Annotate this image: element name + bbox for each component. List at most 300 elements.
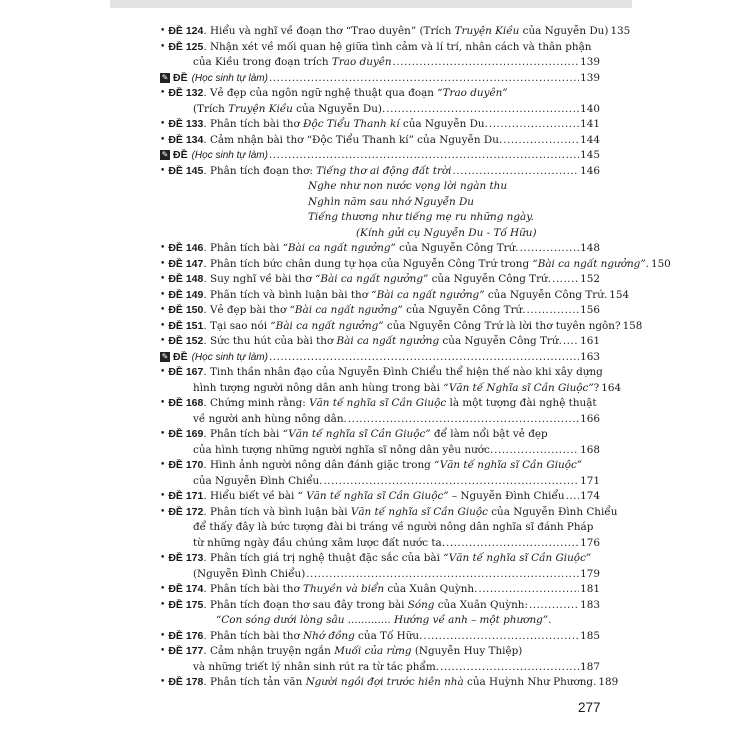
- poem-line: Nghe như non nước vọng lời ngàn thu: [308, 180, 508, 192]
- poem-line: Tiếng thương như tiếng mẹ ru những ngày.: [308, 211, 534, 223]
- entry-page: 174: [580, 490, 600, 502]
- text-segment: . Phân tích bức chân dung tự họa của Nguyễn Công Trứ trong: [203, 257, 533, 270]
- entry-line: [160, 489, 600, 505]
- entry-line: [160, 288, 630, 304]
- bullet-icon: •: [160, 553, 166, 563]
- text-segment: . Hình ảnh người nông dân đánh giặc trong: [203, 459, 435, 471]
- entry-text: [193, 443, 493, 459]
- entry-text: [193, 55, 392, 71]
- text-segment: . Suy nghĩ về bài thơ: [203, 273, 316, 285]
- entry-text: [203, 334, 562, 350]
- bullet-icon: •: [160, 274, 166, 284]
- entry-page: 181: [580, 583, 600, 595]
- entry-page: 141: [580, 118, 600, 130]
- entry-text: (Học sinh tự làm): [191, 150, 268, 161]
- toc-entry: [160, 598, 600, 629]
- entry-page: 140: [580, 102, 600, 115]
- text-segment: . Phân tích và bình luận bài: [203, 505, 351, 518]
- bullet-icon: •: [160, 41, 166, 52]
- text-segment: của Nguyễn Du.: [399, 118, 488, 130]
- text-segment: . Vẻ đẹp bài thơ: [203, 304, 290, 316]
- bullet-icon: •: [160, 584, 166, 594]
- entry-line: [160, 117, 600, 133]
- toc-entry: [160, 272, 600, 288]
- entry-label: ĐỀ 170: [168, 459, 204, 471]
- text-segment: . Phân tích bài thơ: [203, 583, 304, 595]
- toc-entry: [160, 458, 600, 489]
- entry-text: [203, 117, 488, 133]
- italic-title: “Bài ca ngất ngưởng”: [289, 304, 403, 316]
- text-segment: của Tố Hữu.: [354, 629, 423, 642]
- entry-line: [160, 350, 600, 366]
- italic-title: Độc Tiểu Thanh kí: [303, 118, 400, 130]
- italic-title: Người ngồi đợi trước hiên nhà: [305, 676, 464, 688]
- bullet-icon: •: [160, 305, 166, 315]
- bullet-icon: •: [160, 26, 166, 36]
- dot-leader: [527, 303, 580, 319]
- entry-line: [160, 520, 600, 536]
- italic-title: Thuyền và biển: [303, 583, 385, 595]
- entry-page: 148: [580, 242, 600, 254]
- italic-title: Bài ca ngất ngưởng: [336, 335, 440, 347]
- dot-leader: [503, 133, 579, 149]
- entry-page: 187: [580, 660, 600, 673]
- dot-leader: [529, 598, 579, 614]
- dot-leader: [440, 660, 579, 676]
- entry-line: [160, 257, 671, 273]
- entry-page: 135: [610, 25, 631, 37]
- entry-page: 154: [609, 288, 630, 301]
- toc-entry: [160, 133, 600, 149]
- toc-entry: [160, 40, 600, 71]
- bullet-icon: •: [160, 134, 166, 145]
- entry-label: ĐỀ: [173, 149, 188, 161]
- toc-entry: [160, 365, 622, 396]
- italic-title: “Bài ca ngất ngưởng”: [532, 257, 646, 270]
- entry-text: [203, 629, 422, 645]
- self-study-entry: [160, 350, 600, 366]
- toc-entry: [160, 334, 600, 350]
- entry-page: 164: [601, 381, 622, 394]
- text-segment: của Nguyễn Công Trứ là lời thơ tuyên ngôn?: [383, 319, 621, 332]
- text-segment: . Phân tích tản văn: [203, 676, 306, 688]
- dot-leader: [348, 412, 579, 428]
- toc-entry: [160, 24, 631, 40]
- entry-text: (Học sinh tự làm): [191, 72, 268, 84]
- text-segment: của Nguyễn Công Trứ.: [439, 335, 562, 347]
- entry-page: 189: [598, 676, 619, 688]
- toc-entry: [160, 551, 600, 582]
- entry-line: [160, 319, 643, 335]
- entry-line: [160, 241, 600, 257]
- entry-line: [160, 148, 600, 164]
- entry-label: ĐỀ 177: [168, 645, 204, 657]
- toc-entry: [160, 86, 600, 117]
- entry-text: [203, 288, 607, 304]
- entry-line: [160, 334, 600, 350]
- text-segment: . Phân tích bài: [203, 242, 283, 254]
- bullet-icon: •: [160, 336, 166, 346]
- text-segment: . Phân tích bài thơ: [203, 629, 304, 642]
- toc-entry: [160, 675, 619, 691]
- text-segment: . Phân tích đoạn thơ:: [203, 164, 317, 177]
- italic-title: Trao duyên: [331, 56, 392, 68]
- entry-label: ĐỀ 148: [168, 273, 204, 285]
- entry-text: [193, 102, 385, 118]
- entry-page: 166: [580, 412, 600, 425]
- pencil-icon: ✎: [161, 150, 169, 159]
- entry-line: [160, 412, 600, 428]
- text-segment: . Tinh thần nhân đạo của Nguyễn Đình Chiểu thể hiện thế nào khi xây dựng: [203, 366, 603, 378]
- toc-entry: [160, 257, 671, 273]
- entry-text: [203, 427, 547, 443]
- pencil-icon: ✎: [161, 72, 169, 82]
- entry-line: [160, 660, 600, 676]
- italic-title: Văn tế nghĩa sĩ Cần Giuộc: [350, 505, 488, 518]
- entry-label: ĐỀ 146: [168, 242, 204, 254]
- entry-text: [203, 505, 617, 521]
- text-segment: về người anh hùng nông dân.: [193, 412, 347, 425]
- entry-line: [160, 551, 600, 567]
- text-segment: . Tại sao nói: [203, 319, 271, 332]
- text-segment: của Nguyễn Du).: [292, 102, 386, 115]
- entry-label: ĐỀ 176: [168, 629, 204, 642]
- text-segment: của Nguyễn Đình Chiểu: [487, 505, 618, 518]
- entry-text: [203, 133, 502, 149]
- bullet-icon: •: [160, 429, 166, 439]
- text-segment: ?: [593, 381, 600, 394]
- italic-title: Văn tế nghĩa sĩ Cần Giuộc: [309, 397, 447, 409]
- dot-leader: [306, 567, 579, 583]
- entry-text: [203, 319, 620, 335]
- italic-title: “ Văn tế nghĩa sĩ Cần Giuộc”: [297, 490, 449, 502]
- entry-page: 145: [580, 149, 600, 161]
- entry-page: 163: [580, 350, 600, 363]
- text-segment: của Xuân Quỳnh:: [434, 598, 528, 611]
- entry-label: ĐỀ 132: [168, 87, 204, 99]
- dot-leader: [552, 272, 579, 288]
- entry-text: [203, 303, 525, 319]
- entry-page: 183: [580, 598, 600, 611]
- entry-text: [203, 24, 608, 40]
- entry-label: ĐỀ: [173, 350, 188, 363]
- entry-line: [160, 71, 600, 87]
- italic-title: “Trao duyên”: [437, 87, 508, 99]
- entry-line: [160, 443, 600, 459]
- entry-text: [203, 40, 591, 56]
- entry-text: [203, 365, 602, 381]
- text-segment: . Phân tích bài: [203, 428, 283, 440]
- bullet-icon: •: [160, 630, 166, 641]
- entry-line: [160, 40, 600, 56]
- dot-leader: [393, 55, 580, 71]
- bullet-icon: •: [160, 258, 166, 269]
- quote-line: “Con sóng dưới lòng sâu ............. Hướng về anh – một phương”.: [216, 614, 552, 626]
- entry-page: 152: [580, 273, 600, 285]
- bullet-icon: •: [160, 677, 166, 687]
- italic-title: Tiếng thơ ai động đất trời: [316, 164, 452, 177]
- bullet-icon: •: [160, 165, 166, 176]
- entry-text: [203, 396, 596, 412]
- toc-entry: [160, 644, 600, 675]
- entry-text: [193, 412, 347, 428]
- entry-line: [160, 86, 600, 102]
- entry-text: [203, 86, 507, 102]
- entry-label: ĐỀ 124: [168, 25, 204, 37]
- text-segment: của hình tượng những người nghĩa sĩ nông dân yêu nước.: [193, 443, 494, 456]
- entry-label: ĐỀ 167: [168, 366, 204, 378]
- entry-label: ĐỀ 152: [168, 335, 204, 347]
- bullet-icon: •: [160, 506, 166, 517]
- italic-title: Truyện Kiều: [454, 25, 520, 37]
- pencil-icon: ✎: [161, 351, 169, 361]
- entry-text: [203, 241, 518, 257]
- entry-label: ĐỀ 147: [168, 257, 204, 270]
- italic-title: “Văn tế nghĩa sĩ Cần Giuộc”: [443, 552, 592, 564]
- dot-leader: [323, 474, 579, 490]
- self-study-entry: [160, 148, 600, 164]
- entry-line: [160, 675, 619, 691]
- entry-label: ĐỀ: [173, 71, 188, 84]
- text-segment: . Chứng minh rằng:: [203, 397, 310, 409]
- entry-text: [203, 582, 477, 598]
- text-segment: . Vẻ đẹp của ngôn ngữ nghệ thuật qua đoạn: [203, 87, 438, 99]
- entry-text: [203, 458, 582, 474]
- entry-label: ĐỀ 172: [168, 505, 204, 518]
- entry-text: [193, 381, 599, 397]
- text-segment: (Trích: [193, 102, 229, 115]
- entry-label: ĐỀ 174: [168, 583, 204, 595]
- entry-line: [160, 427, 600, 443]
- bullet-icon: •: [160, 599, 166, 610]
- dot-leader: [423, 629, 579, 645]
- italic-title: “Văn tế nghĩa sĩ Cần Giuộc”: [282, 428, 431, 440]
- text-segment: . Cảm nhận bài thơ “Độc Tiểu Thanh kí” của Nguyễn Du.: [203, 133, 503, 146]
- entry-label: ĐỀ 171: [168, 490, 204, 502]
- text-segment: của Kiều trong đoạn trích: [193, 56, 332, 68]
- bullet-icon: •: [160, 289, 166, 300]
- entry-line: [160, 567, 600, 583]
- text-segment: của Huỳnh Như Phương.: [463, 676, 597, 688]
- italic-title: “Văn tế nghĩa sĩ Cần Giuộc”: [434, 459, 583, 471]
- entry-page: 168: [580, 443, 600, 456]
- dot-leader: [520, 241, 580, 257]
- table-of-contents: [160, 24, 671, 691]
- entry-label: ĐỀ 150: [168, 304, 204, 316]
- text-segment: của Nguyễn Đình Chiểu.: [193, 474, 323, 487]
- bullet-icon: •: [160, 88, 166, 98]
- entry-text: [203, 644, 522, 660]
- entry-label: ĐỀ 169: [168, 428, 204, 440]
- entry-line: [160, 164, 600, 180]
- entry-page: 156: [580, 304, 600, 316]
- bullet-icon: •: [160, 491, 166, 501]
- entry-label: ĐỀ 173: [168, 552, 204, 564]
- bullet-icon: •: [160, 646, 166, 656]
- text-segment: . Nhận xét về mối quan hệ giữa tình cảm và lí trí, nhân cách và thân phận: [203, 40, 592, 53]
- toc-entry: [160, 629, 600, 645]
- entry-page: 146: [580, 164, 600, 177]
- entry-text: [203, 551, 591, 567]
- toc-entry: [160, 288, 630, 304]
- italic-title: “Văn tế Nghĩa sĩ Cần Giuộc”: [443, 381, 594, 394]
- top-edge: [110, 0, 632, 8]
- text-segment: . Cảm nhận truyện ngắn: [203, 645, 335, 657]
- entry-line: [160, 536, 600, 552]
- toc-entry: [160, 241, 600, 257]
- italic-title: “Bài ca ngất ngưởng”: [371, 288, 485, 301]
- text-segment: . Phân tích giá trị nghệ thuật đặc sắc của bài: [203, 552, 444, 564]
- entry-page: 179: [580, 567, 600, 580]
- text-segment: của Nguyễn Công Trứ.: [402, 304, 526, 316]
- entry-line: [160, 629, 600, 645]
- entry-label: ĐỀ 175: [168, 598, 204, 611]
- text-segment: . Phân tích đoạn thơ sau đây trong bài: [203, 598, 408, 611]
- entry-line: [160, 582, 600, 598]
- text-segment: . Phân tích bài thơ: [203, 118, 304, 130]
- entry-text: [193, 474, 322, 490]
- entry-page: 161: [580, 335, 600, 347]
- italic-title: “Bài ca ngất ngưởng”: [315, 273, 429, 285]
- entry-text: [203, 489, 564, 505]
- dot-leader: [489, 117, 579, 133]
- entry-line: [160, 365, 603, 381]
- dot-leader: [452, 164, 579, 180]
- entry-text: [193, 567, 305, 583]
- entry-page: 176: [580, 536, 600, 549]
- toc-entry: [160, 505, 618, 552]
- entry-label: ĐỀ 125: [168, 40, 204, 53]
- entry-line: [160, 505, 618, 521]
- text-segment: .: [645, 257, 649, 270]
- entry-page: 139: [580, 71, 600, 84]
- text-segment: . Hiểu biết về bài: [203, 490, 298, 502]
- entry-line: [160, 133, 600, 149]
- toc-entry: [160, 489, 600, 505]
- entry-text: [356, 226, 537, 242]
- entry-label: ĐỀ 134: [168, 133, 204, 146]
- text-segment: từ những ngày đầu chúng xâm lược đất nước ta.: [193, 536, 446, 549]
- toc-entry: [160, 319, 643, 335]
- bullet-icon: •: [160, 119, 166, 129]
- text-segment: để làm nổi bật vẻ đẹp: [430, 428, 548, 440]
- entry-text: [203, 598, 528, 614]
- dot-leader: [269, 350, 579, 366]
- toc-entry: [160, 117, 600, 133]
- text-segment: (Nguyễn Huy Thiệp): [411, 645, 523, 657]
- entry-line: [160, 24, 631, 40]
- entry-text: (Học sinh tự làm): [191, 351, 268, 363]
- dot-leader: [478, 582, 579, 598]
- text-segment: là một tượng đài nghệ thuật: [446, 397, 597, 409]
- entry-text: [193, 520, 593, 536]
- text-segment: hình tượng người nông dân anh hùng trong bài: [193, 381, 444, 394]
- entry-text: [203, 257, 649, 273]
- toc-entry: [160, 396, 600, 427]
- dot-leader: [269, 148, 579, 164]
- dot-leader: [446, 536, 579, 552]
- bullet-icon: •: [160, 367, 166, 377]
- bullet-icon: •: [160, 320, 166, 331]
- entry-line: [160, 458, 600, 474]
- poem-source: [160, 226, 600, 242]
- italic-title: “Bài ca ngất ngưởng”: [270, 319, 384, 332]
- text-segment: để thấy đây là bức tượng đài bi tráng về người nông dân nghĩa sĩ đánh Pháp: [193, 521, 594, 533]
- page-number: 277: [578, 700, 601, 715]
- text-segment: . Phân tích và bình luận bài thơ: [203, 288, 372, 301]
- italic-title: Muối của rừng: [334, 645, 412, 657]
- bullet-icon: •: [160, 398, 166, 408]
- toc-entry: [160, 427, 600, 458]
- text-segment: của Nguyễn Du): [519, 25, 609, 37]
- entry-page: 158: [622, 319, 643, 332]
- entry-line: [160, 381, 622, 397]
- text-segment: của Nguyễn Công Trứ.: [428, 273, 552, 285]
- dot-leader: [269, 71, 579, 87]
- entry-label: ĐỀ 149: [168, 288, 204, 301]
- italic-title: Sóng: [407, 598, 435, 611]
- dot-leader: [566, 489, 580, 505]
- entry-line: [160, 644, 600, 660]
- dot-leader: [563, 334, 579, 350]
- entry-label: ĐỀ 168: [168, 397, 204, 409]
- poem-line: Nghìn năm sau nhớ Nguyễn Du: [308, 195, 474, 208]
- text-segment: – Nguyễn Đình Chiểu: [448, 490, 565, 502]
- self-study-entry: [160, 71, 600, 87]
- entry-page: 185: [580, 629, 600, 642]
- entry-line: [160, 598, 600, 614]
- text-segment: và những triết lý nhân sinh rút ra từ tác phẩm.: [193, 660, 439, 673]
- entry-line: [160, 55, 600, 71]
- entry-page: 171: [580, 474, 600, 487]
- text-segment: (Nguyễn Đình Chiểu): [193, 567, 306, 580]
- text-segment: . Hiểu và nghĩ về đoạn thơ “Trao duyên” (Trích: [203, 25, 455, 37]
- text-segment: Tố Hữu): [493, 226, 537, 239]
- entry-page: 139: [580, 56, 600, 68]
- entry-page: 144: [580, 133, 600, 146]
- bullet-icon: •: [160, 243, 166, 253]
- entry-line: [160, 272, 600, 288]
- entry-text: [203, 164, 451, 180]
- dot-leader: [386, 102, 579, 118]
- text-segment: của Nguyễn Công Trứ.: [395, 242, 519, 254]
- entry-label: ĐỀ 145: [168, 164, 204, 177]
- italic-title: Nhớ đồng: [303, 629, 355, 642]
- entry-line: [160, 102, 600, 118]
- entry-text: [203, 272, 551, 288]
- entry-label: ĐỀ 133: [168, 118, 204, 130]
- text-segment: của Xuân Quỳnh.: [384, 583, 478, 595]
- entry-text: [193, 536, 445, 552]
- entry-label: ĐỀ 178: [168, 676, 204, 688]
- entry-line: [160, 303, 600, 319]
- entry-text: [193, 660, 439, 676]
- toc-entry: [160, 164, 600, 242]
- text-segment: . Sức thu hút của bài thơ: [203, 335, 337, 347]
- italic-title: “Bài ca ngất ngưởng”: [282, 242, 396, 254]
- italic-title: Truyện Kiều: [228, 102, 293, 115]
- entry-label: ĐỀ 151: [168, 319, 204, 332]
- entry-text: [203, 675, 596, 691]
- entry-line: [160, 474, 600, 490]
- entry-line: [160, 396, 600, 412]
- toc-entry: [160, 303, 600, 319]
- bullet-icon: •: [160, 460, 166, 470]
- text-segment: của Nguyễn Công Trứ.: [484, 288, 608, 301]
- italic-title: (Kính gửi cụ Nguyễn Du -: [356, 226, 494, 239]
- entry-page: 150: [650, 257, 671, 270]
- toc-entry: [160, 582, 600, 598]
